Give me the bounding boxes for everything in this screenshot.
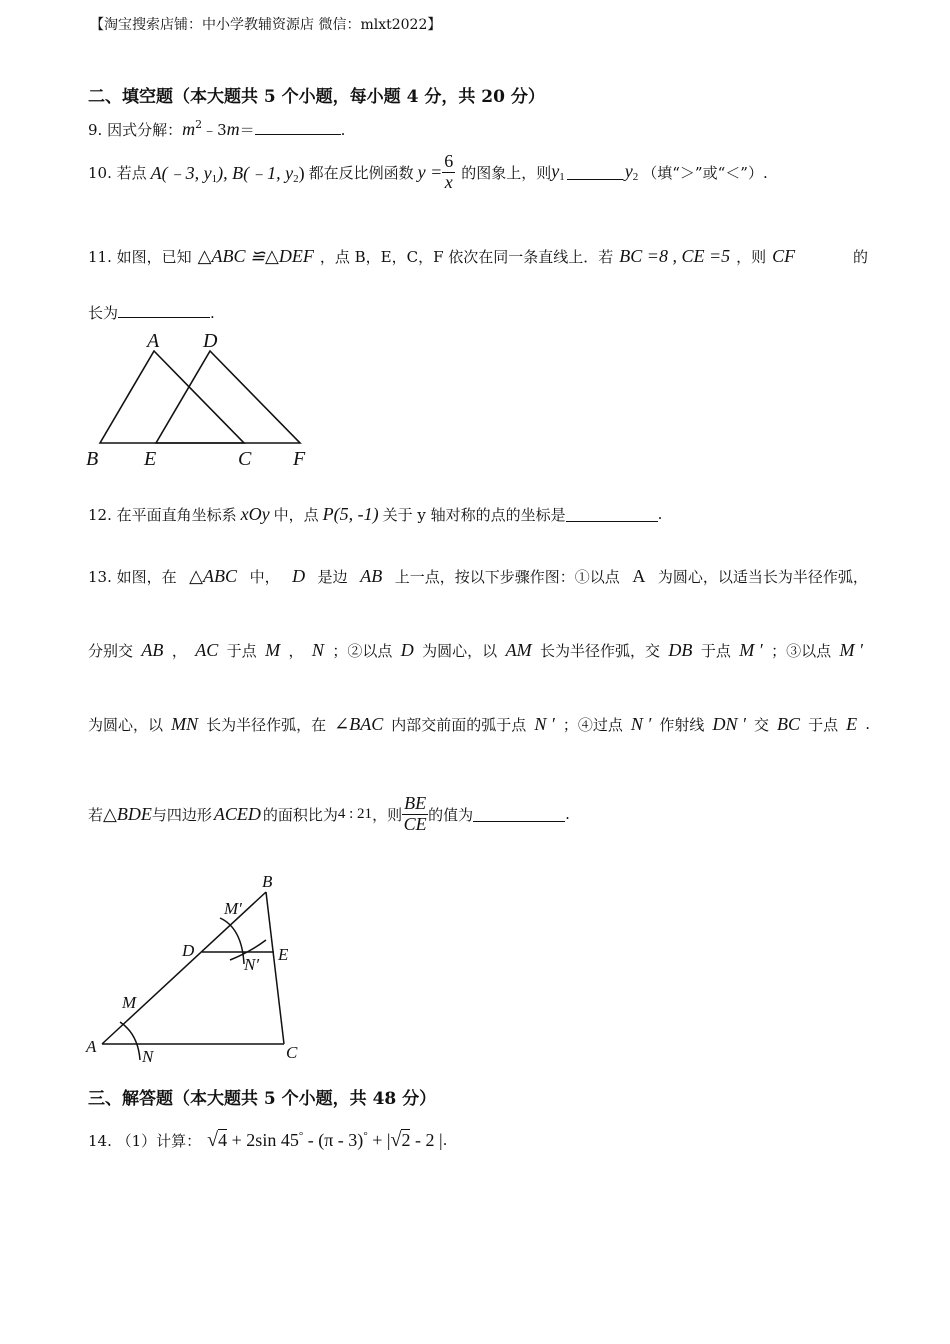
q11-answer-blank[interactable] xyxy=(118,303,210,318)
q9-eq: ＝ xyxy=(239,121,255,139)
fig-label-M: M xyxy=(122,993,137,1012)
q13-answer-blank[interactable] xyxy=(473,807,565,822)
label-D: D xyxy=(203,330,218,352)
q10-y2: $y_2$ xyxy=(624,161,639,183)
fig-label-N: N xyxy=(142,1047,154,1066)
q11-cf: CF xyxy=(772,245,796,266)
section-title: 二、填空题（本大题共 5 个小题，每小题 4 分，共 20 分） xyxy=(88,87,545,107)
header-note: 【淘宝搜索店铺：中小学教辅资源店 微信：mlxt2022】 xyxy=(90,17,442,33)
question-11 xyxy=(88,236,868,276)
label-A: A xyxy=(147,330,160,352)
label-B: B xyxy=(86,448,99,470)
q9-end: . xyxy=(340,121,346,139)
q9-sup: 2 xyxy=(195,118,203,131)
fig-label-B: B xyxy=(262,872,273,891)
q11-text2: ，则 xyxy=(736,247,767,266)
q12-text2: 关于 y 轴对称的点的坐标是 xyxy=(382,505,566,524)
q10-y1: $y_1$ xyxy=(551,161,565,183)
fig-label-E: E xyxy=(278,945,289,964)
q10-y-eq: y = xyxy=(417,161,443,182)
fig-label-C: C xyxy=(286,1043,298,1062)
q9-m: m xyxy=(182,119,196,139)
question-13-line1: 13. 如图，在 △ABC 中， D 是边 AB 上一点，按以下步骤作图：①以点 A 为圆心，以适当长为半径作弧， xyxy=(88,565,868,586)
side-bc xyxy=(266,892,284,1044)
arc-mn xyxy=(120,1022,140,1060)
fig-label-Mp: M′ xyxy=(224,899,242,918)
q12-end: . xyxy=(657,505,663,523)
q14-expression: √4 + 2sin 45° - (π - 3)° + |√2 - 2 | xyxy=(207,1128,443,1151)
q10-answer-blank[interactable] xyxy=(567,165,623,180)
fig-label-Np: N′ xyxy=(244,955,260,974)
q9-answer-blank[interactable] xyxy=(255,120,341,135)
label-E: E xyxy=(144,448,157,470)
section3-title: 三、解答题（本大题共 5 个小题，共 48 分） xyxy=(88,1089,437,1109)
q11-condition: BC =8 , CE =5 xyxy=(619,245,731,266)
question-13-line3: 为圆心，以 MN 长为半径作弧，在 ∠BAC 内部交前面的弧于点 N ′ ；④过点 N ′ 作射线 DN ′ 交 BC 于点 E . xyxy=(88,713,870,734)
label-C: C xyxy=(238,448,252,470)
label-F: F xyxy=(293,448,306,470)
q11-number: 11. 如图，已知 xyxy=(88,247,192,266)
q10-number: 10. 若点 xyxy=(88,163,147,182)
fig-label-D: D xyxy=(182,941,195,960)
q9-number: 9. 因式分解： xyxy=(88,121,183,139)
q12-point: P(5, -1) xyxy=(322,503,379,524)
fig-label-A: A xyxy=(86,1037,97,1056)
q10-text1: 都在反比例函数 xyxy=(308,163,414,182)
q11-text1: ，点 B，E，C，F 依次在同一条直线上．若 xyxy=(319,247,614,266)
q11-text3: 的 xyxy=(852,247,868,266)
q10-points: A(﹣3, $y_1$), B(﹣1, $y_2$) xyxy=(150,163,305,185)
q13-fraction: $\frac{BE}{CE}$ xyxy=(403,792,427,834)
q12-text1: 中，点 xyxy=(273,505,319,524)
q9-m2: m xyxy=(226,119,240,139)
q10-text3: （填“＞”或“＜”）. xyxy=(642,163,768,182)
question-10 xyxy=(88,150,768,194)
q10-text2: 的图象上，则 xyxy=(461,163,552,182)
q11-congruence: △ABC ≌△DEF xyxy=(197,245,314,266)
q10-fraction: $\frac{6}{x}$ xyxy=(444,150,454,192)
q9-minus: ﹣3 xyxy=(202,121,227,139)
q11-line2: 长为 . xyxy=(88,304,215,322)
q13-triangle: △ABC xyxy=(189,565,238,586)
q13-figure xyxy=(82,868,322,1068)
question-13-line2: 分别交 AB ， AC 于点 M ， N ；②以点 D 为圆心，以 AM 长为半径作弧，交 DB 于点 M ′ ；③以点 M ′ xyxy=(88,639,863,660)
q11-figure xyxy=(80,325,320,475)
question-13-line4: 若 △BDE 与四边形 ACED 的面积比为 4 : 21 ，则 $\frac{BE}{CE}$ 的值为 . xyxy=(88,792,570,834)
arc-mp-np xyxy=(220,918,244,964)
triangle-def xyxy=(156,351,300,443)
q12-answer-blank[interactable] xyxy=(566,507,658,522)
q12-number: 12. 在平面直角坐标系 xyxy=(88,505,237,524)
q12-xoy: xOy xyxy=(240,503,270,524)
question-9 xyxy=(88,118,345,140)
question-14: 14. （1）计算： √4 + 2sin 45° - (π - 3)° + |√2 - 2 | . xyxy=(88,1128,448,1151)
question-12 xyxy=(88,494,662,534)
